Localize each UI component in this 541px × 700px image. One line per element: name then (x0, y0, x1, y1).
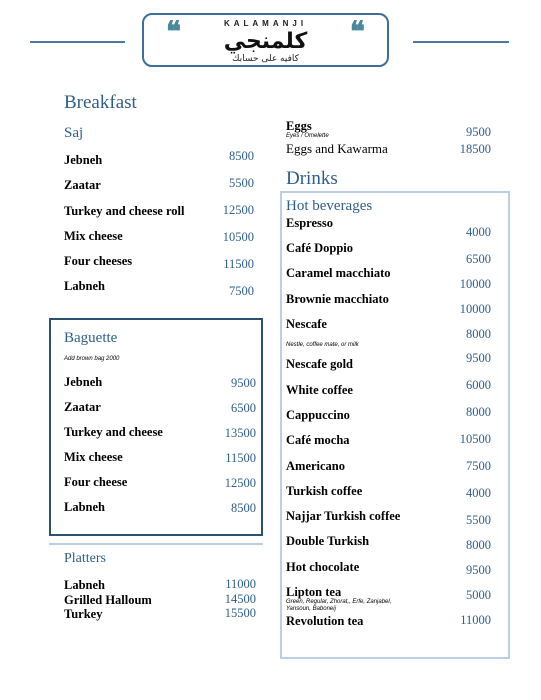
logo-tagline: كافيه على حسابك (232, 54, 299, 64)
menu-item-name: Jebneh (64, 375, 103, 389)
menu-item-price: 9500 (466, 351, 491, 365)
menu-item-note: Green, Regular, Zhorat,, Erfe, Zanjabel, Yansoun, Baboneij (286, 599, 392, 612)
menu-item-note: Eyes / Omelette (286, 133, 329, 139)
menu-item-name: Labneh (64, 578, 105, 592)
menu-item-price: 5000 (466, 588, 491, 602)
logo-brand: KALAMANJI (223, 19, 308, 28)
menu-item-price: 8000 (466, 405, 491, 419)
menu-item-name: Mix cheese (64, 229, 123, 243)
menu-item-price: 12500 (222, 203, 254, 217)
menu-item-name: Turkey and cheese roll (64, 204, 185, 218)
menu-item-name: Labneh (64, 500, 105, 514)
menu-item-price: 6000 (466, 378, 491, 392)
menu-item-price: 13500 (224, 426, 256, 440)
menu-item-price: 11000 (225, 577, 256, 591)
menu-item-name: Espresso (286, 216, 334, 230)
menu-item-name: Brownie macchiato (286, 292, 389, 306)
menu-item-name: Revolution tea (286, 614, 364, 628)
menu-item-price: 8500 (229, 149, 254, 163)
menu-item-price: 4000 (466, 486, 491, 500)
header-rule-right (413, 41, 509, 43)
menu-item-name: Four cheeses (64, 254, 133, 268)
menu-item-price: 9500 (466, 125, 491, 139)
menu-item-name: Nescafe gold (286, 357, 353, 371)
menu-item-name: Zaatar (64, 178, 101, 192)
menu-item-name: Caramel macchiato (286, 266, 391, 280)
hot-beverages-title: Hot beverages (286, 198, 373, 214)
menu-item-price: 11000 (460, 613, 491, 627)
menu-item-name: Zaatar (64, 400, 101, 414)
menu-item-name: Four cheese (64, 475, 128, 489)
menu-item-price: 11500 (223, 257, 254, 271)
menu-item-price: 10000 (459, 302, 491, 316)
menu-item-name: Grilled Halloum (64, 593, 152, 607)
menu-item-name: Hot chocolate (286, 560, 360, 574)
menu-item-price: 7500 (229, 284, 254, 298)
menu-item-name: Double Turkish (286, 534, 370, 548)
menu-item-name: White coffee (286, 383, 353, 397)
menu-item-name: Jebneh (64, 153, 103, 167)
header-rule-left (30, 41, 125, 43)
menu-item-price: 10500 (222, 230, 254, 244)
menu-item-price: 8000 (466, 327, 491, 341)
menu-item-price: 10000 (459, 277, 491, 291)
menu-item-price: 18500 (459, 142, 491, 156)
menu-item-name: Turkey and cheese (64, 425, 163, 439)
menu-item-name: Lipton tea (286, 585, 342, 599)
menu-item-price: 5500 (229, 176, 254, 190)
baguette-note: Add brown bag 2000 (64, 356, 120, 362)
menu-item-name: Eggs and Kawarma (286, 141, 388, 156)
menu-item-price: 12500 (224, 476, 256, 490)
logo (142, 13, 389, 67)
menu-item-price: 6500 (466, 252, 491, 266)
quote-left-icon: ❝ (166, 17, 182, 48)
menu-item-name: Nescafe (286, 317, 327, 331)
menu-item-name: Turkish coffee (286, 484, 363, 498)
menu-item-price: 6500 (231, 401, 256, 415)
breakfast-title: Breakfast (64, 92, 137, 113)
logo-arabic-name: كلمنجي (223, 29, 308, 54)
menu-item-name: Eggs (286, 119, 312, 133)
menu-item-price: 4000 (466, 225, 491, 239)
menu-item-price: 5500 (466, 513, 491, 527)
saj-title: Saj (64, 125, 84, 141)
drinks-title: Drinks (286, 168, 338, 189)
menu-item-name: Cappuccino (286, 408, 350, 422)
menu-item-name: Café mocha (286, 433, 350, 447)
menu-item-price: 8000 (466, 538, 491, 552)
menu-item-price: 11500 (225, 451, 256, 465)
baguette-title: Baguette (64, 330, 118, 346)
menu-item-price: 15500 (224, 606, 256, 620)
menu-item-price: 10500 (459, 432, 491, 446)
menu-item-name: Mix cheese (64, 450, 123, 464)
menu-item-name: Café Doppio (286, 241, 354, 255)
platters-title: Platters (64, 551, 106, 566)
menu-item-name: Americano (286, 459, 346, 473)
menu-item-price: 7500 (466, 459, 491, 473)
menu-item-price: 9500 (466, 563, 491, 577)
menu-item-price: 8500 (231, 501, 256, 515)
menu-item-name: Turkey (64, 607, 103, 621)
menu-item-price: 14500 (224, 592, 256, 606)
menu-item-name: Najjar Turkish coffee (286, 509, 401, 523)
menu-item-name: Labneh (64, 279, 105, 293)
menu-item-note: Nestle, coffee mate, or milk (286, 342, 359, 348)
menu-item-price: 9500 (231, 376, 256, 390)
quote-right-icon: ❝ (349, 17, 365, 48)
